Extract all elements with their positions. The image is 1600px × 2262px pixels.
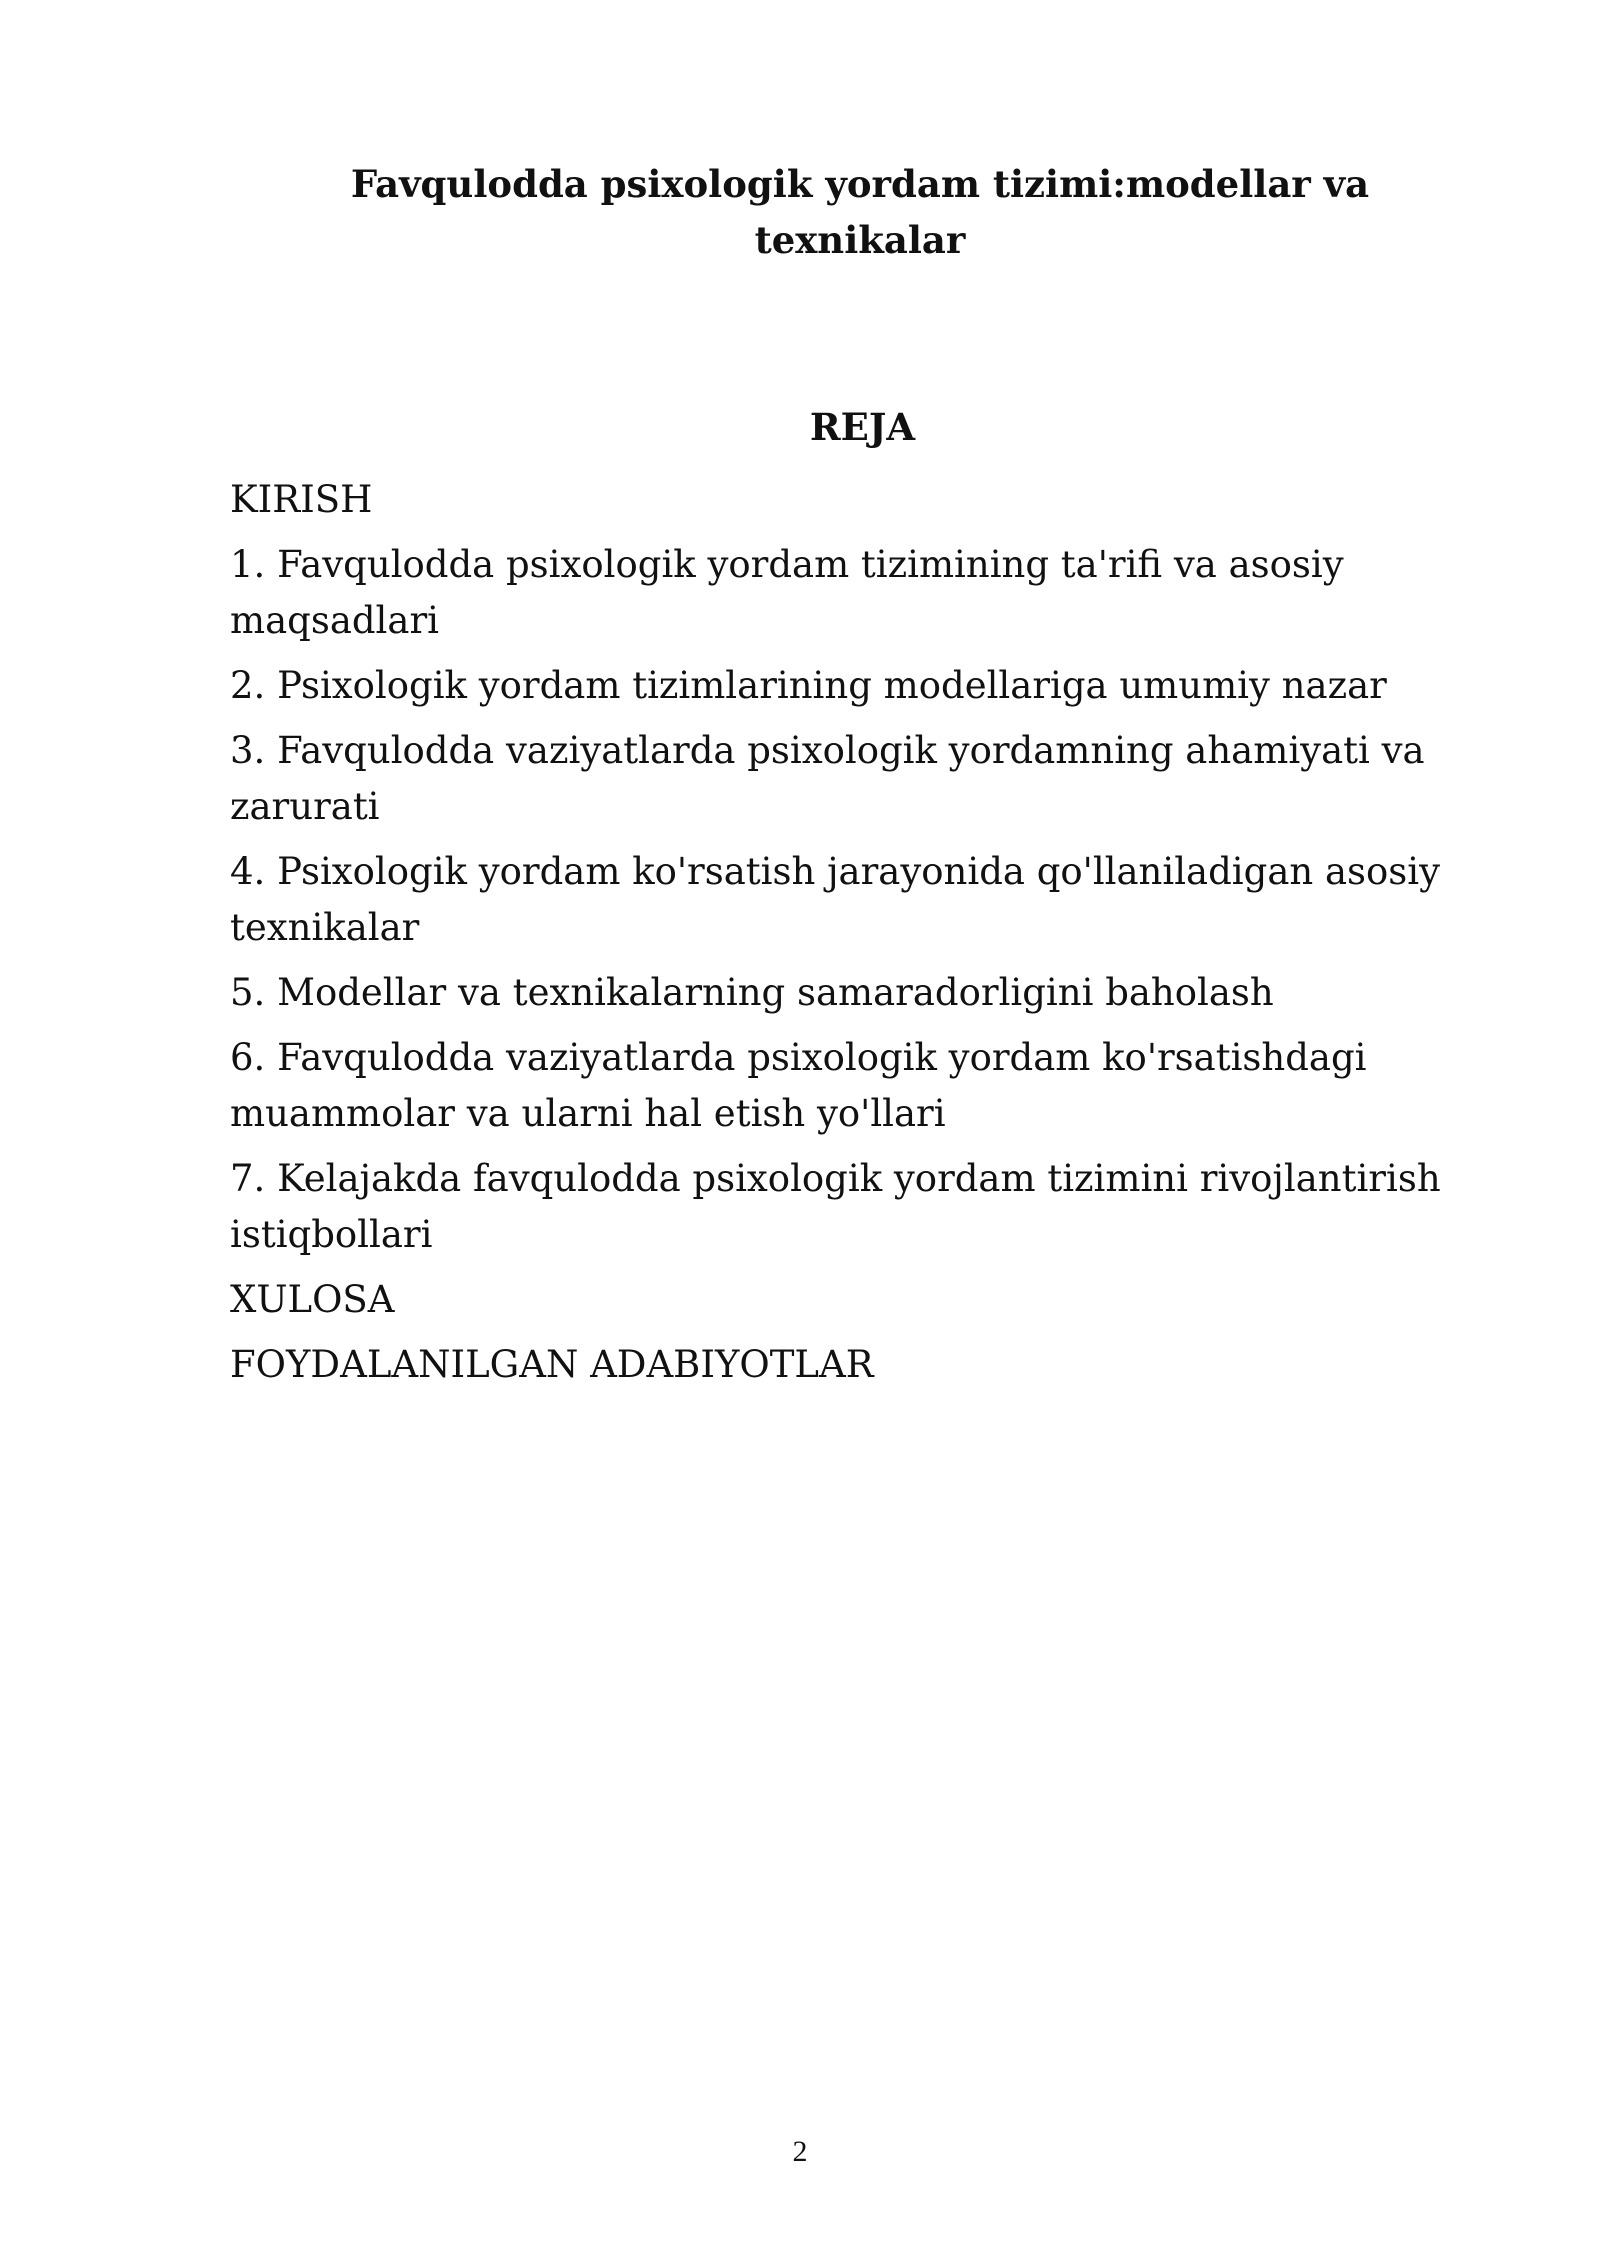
toc-item-text-continued: zarurati	[230, 785, 380, 828]
toc-item-1	[230, 537, 1495, 649]
table-of-contents	[230, 472, 1495, 1402]
toc-item-references	[230, 1337, 1495, 1393]
toc-item-text: 5. Modellar va texnikalarning samaradorligini baholash	[230, 971, 1274, 1014]
plan-heading: REJA	[809, 405, 916, 449]
toc-item-text: FOYDALANILGAN ADABIYOTLAR	[230, 1343, 874, 1386]
toc-item-text: KIRISH	[230, 478, 373, 521]
toc-item-conclusion	[230, 1272, 1495, 1328]
toc-item-6	[230, 1030, 1495, 1142]
toc-item-text: 2. Psixologik yordam tizimlarining modellariga umumiy nazar	[230, 664, 1387, 707]
document-title-line-1: Favqulodda psixologik yordam tizimi:modellar va	[350, 162, 1370, 206]
toc-item-text: 6. Favqulodda vaziyatlarda psixologik yordam ko'rsatishdagi	[230, 1036, 1367, 1079]
document-title	[300, 156, 1420, 268]
toc-item-text: 7. Kelajakda favqulodda psixologik yordam tizimini rivojlantirish	[230, 1157, 1441, 1200]
toc-item-4	[230, 844, 1495, 956]
toc-item-2	[230, 658, 1495, 714]
toc-item-7	[230, 1151, 1495, 1263]
toc-item-text: 3. Favqulodda vaziyatlarda psixologik yordamning ahamiyati va	[230, 729, 1425, 772]
toc-item-text-continued: muammolar va ularni hal etish yo'llari	[230, 1092, 946, 1135]
toc-item-text: 1. Favqulodda psixologik yordam tizimining ta'rifi va asosiy	[230, 543, 1344, 586]
toc-item-5	[230, 965, 1495, 1021]
document-title-line-2: texnikalar	[754, 218, 966, 262]
toc-item-intro	[230, 472, 1495, 528]
toc-item-text: 4. Psixologik yordam ko'rsatish jarayonida qo'llaniladigan asosiy	[230, 850, 1441, 893]
toc-item-3	[230, 723, 1495, 835]
toc-item-text-continued: maqsadlari	[230, 599, 439, 642]
page-number: 2	[792, 2135, 808, 2168]
toc-item-text-continued: texnikalar	[230, 906, 420, 949]
toc-item-text-continued: istiqbollari	[230, 1213, 433, 1256]
toc-item-text: XULOSA	[230, 1278, 395, 1321]
